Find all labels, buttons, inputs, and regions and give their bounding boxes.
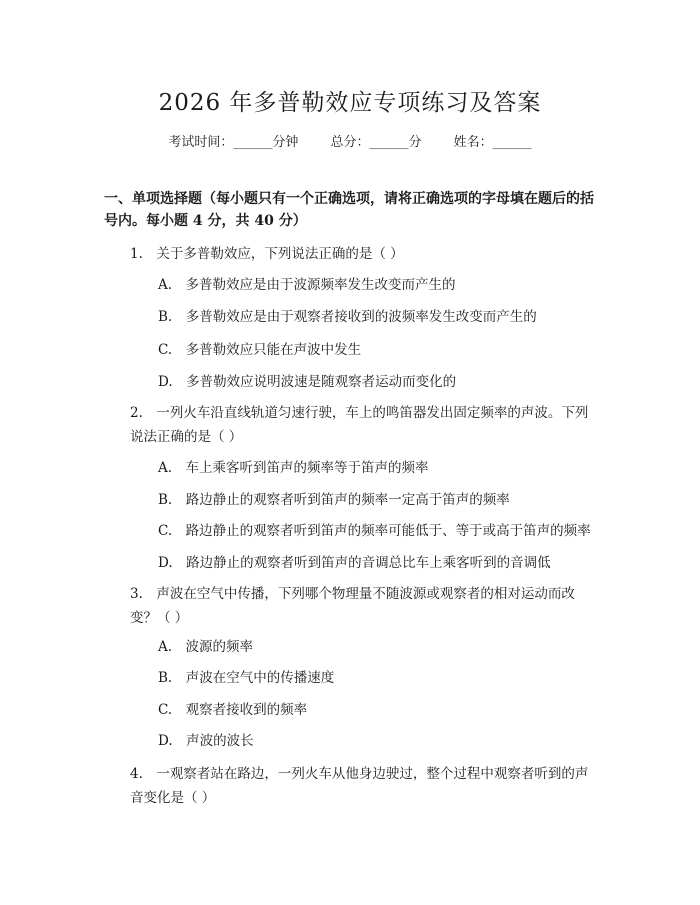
question-stem-text: 2. 一列火车沿直线轨道匀速行驶，车上的鸣笛器发出固定频率的声波。下列说法正确的是（ ） xyxy=(130,405,589,445)
question-4-stem xyxy=(104,762,600,810)
question-2-option-b: B. 路边静止的观察者听到笛声的频率一定高于笛声的频率 xyxy=(158,492,510,508)
question-1-stem xyxy=(104,242,600,266)
question-3-option-c: C. 观察者接收到的频率 xyxy=(158,702,308,718)
question-stem-text: 4. 一观察者站在路边，一列火车从他身边驶过，整个过程中观察者听到的声音变化是（ ） xyxy=(130,766,589,806)
question-1-option-b: B. 多普勒效应是由于观察者接收到的波频率发生改变而产生的 xyxy=(158,309,537,325)
question-1-option-a: A. 多普勒效应是由于波源频率发生改变而产生的 xyxy=(158,277,456,293)
name-field: 姓名：______ xyxy=(453,135,532,150)
question-3-option-b: B. 声波在空气中的传播速度 xyxy=(158,670,335,686)
total-score-field: 总分：______分 xyxy=(330,135,422,150)
question-2-option-a: A. 车上乘客听到笛声的频率等于笛声的频率 xyxy=(158,460,429,476)
question-3-option-d: D. 声波的波长 xyxy=(158,733,254,749)
question-1-option-c: C. 多普勒效应只能在声波中发生 xyxy=(158,342,362,358)
question-1-option-d: D. 多普勒效应说明波速是随观察者运动而变化的 xyxy=(158,374,457,390)
question-3-option-a: A. 波源的频率 xyxy=(158,639,254,655)
question-stem-text: 1. 关于多普勒效应，下列说法正确的是（ ） xyxy=(130,246,404,262)
question-2-stem xyxy=(104,401,600,449)
question-2-option-d: D. 路边静止的观察者听到笛声的音调总比车上乘客听到的音调低 xyxy=(158,555,551,571)
question-3-stem xyxy=(104,582,600,630)
section-heading: 一、单项选择题（每小题只有一个正确选项，请将正确选项的字母填在题后的括号内。每小题 4 分，共 40 分） xyxy=(104,191,594,229)
exam-time-field: 考试时间：______分钟 xyxy=(168,135,299,150)
exam-meta xyxy=(0,131,700,150)
question-stem-text: 3. 声波在空气中传播，下列哪个物理量不随波源或观察者的相对运动而改变？（ ） xyxy=(130,586,575,626)
page-title: 2026 年多普勒效应专项练习及答案 xyxy=(158,90,542,116)
question-2-option-c: C. 路边静止的观察者听到笛声的频率可能低于、等于或高于笛声的频率 xyxy=(158,523,591,539)
